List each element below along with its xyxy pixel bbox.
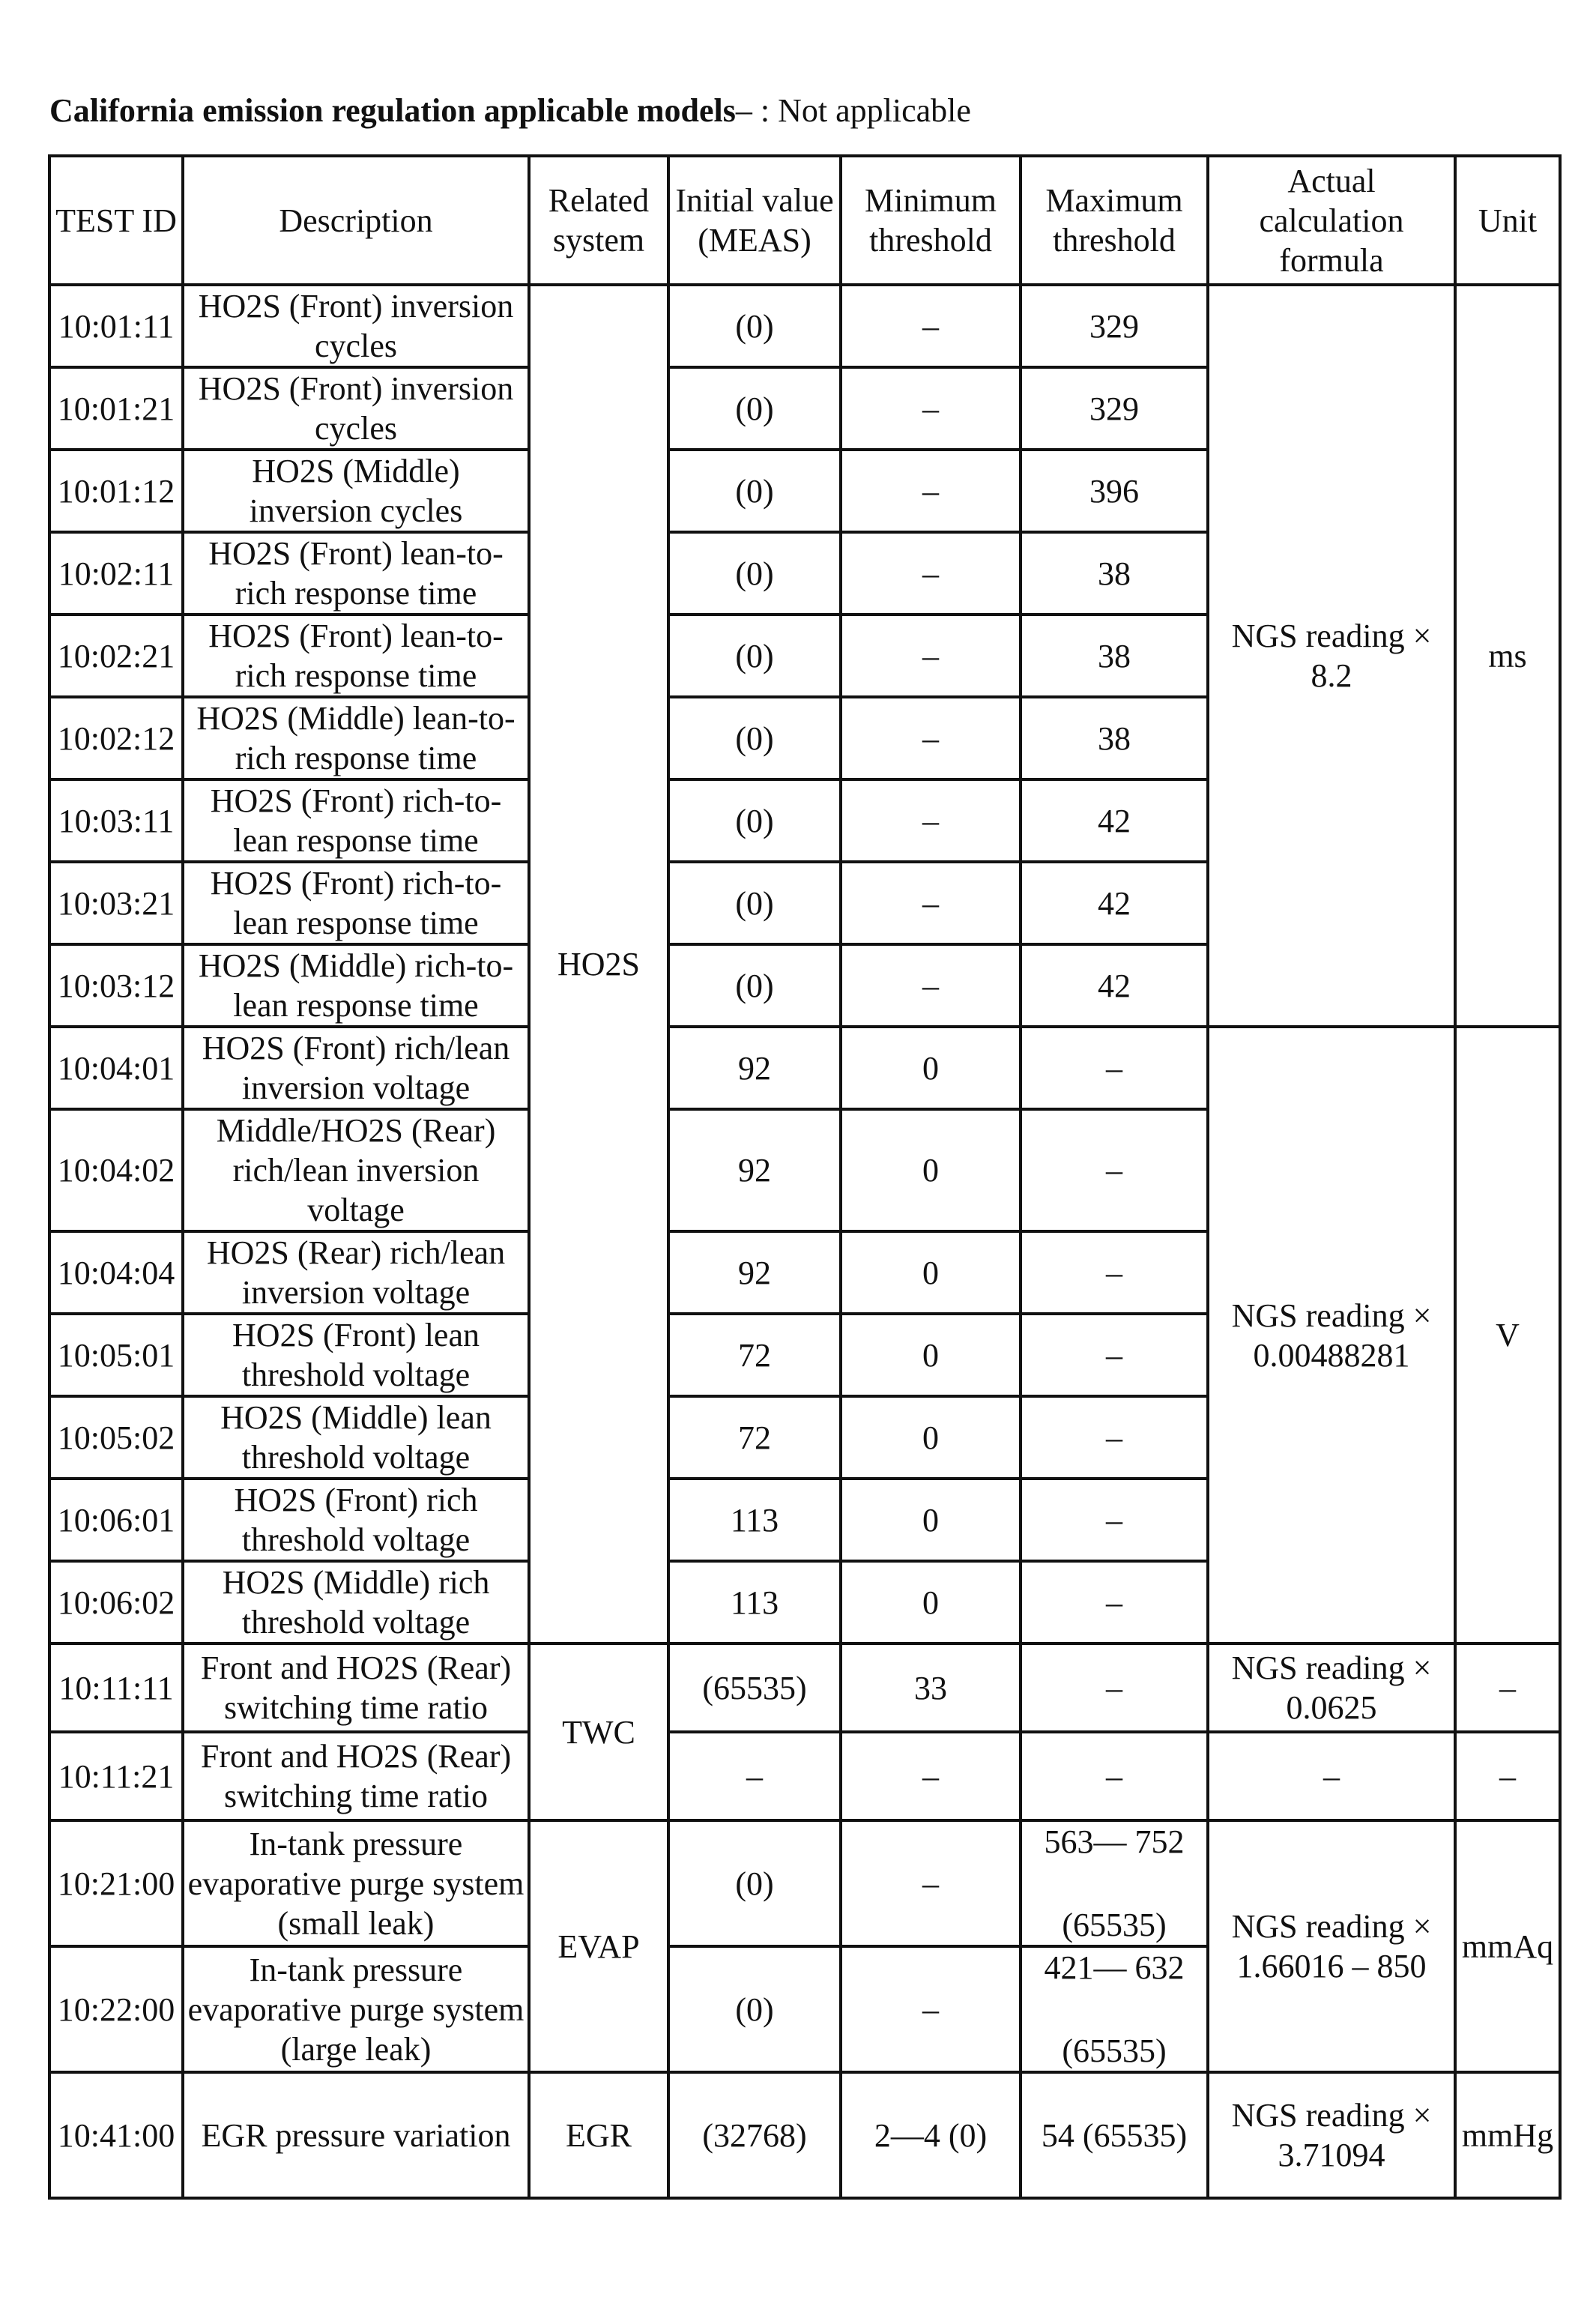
max-threshold-cell: – (1021, 1314, 1208, 1396)
description-cell: HO2S (Front) lean-to-rich response time (183, 532, 529, 615)
max-threshold-range: 563— 752 (1044, 1823, 1185, 1860)
initial-value-cell: (0) (668, 450, 841, 532)
caption-bold: California emission regulation applicable models (49, 92, 736, 129)
max-threshold-cell: 42 (1021, 862, 1208, 944)
initial-value-cell: 92 (668, 1027, 841, 1109)
description-cell: Front and HO2S (Rear) switching time ratio (183, 1732, 529, 1820)
caption-note: – : Not applicable (735, 92, 971, 129)
description-cell: HO2S (Middle) lean threshold voltage (183, 1396, 529, 1479)
initial-value-cell: (0) (668, 697, 841, 779)
max-threshold-cell: 38 (1021, 697, 1208, 779)
related-system-ho2s: HO2S (529, 285, 668, 1644)
test-id-cell: 10:04:04 (49, 1231, 183, 1314)
min-threshold-cell: 0 (841, 1109, 1021, 1231)
description-cell: In-tank pressure evaporative purge system (small leak) (183, 1820, 529, 1946)
initial-value-cell: – (668, 1732, 841, 1820)
min-threshold-cell: – (841, 285, 1021, 367)
initial-value-cell: (0) (668, 862, 841, 944)
max-threshold-cell: – (1021, 1109, 1208, 1231)
description-cell: HO2S (Front) rich-to-lean response time (183, 862, 529, 944)
test-id-cell: 10:05:02 (49, 1396, 183, 1479)
unit-cell: – (1455, 1732, 1560, 1820)
initial-value-cell: (0) (668, 779, 841, 862)
min-threshold-cell: – (841, 697, 1021, 779)
min-threshold-cell: – (841, 944, 1021, 1027)
test-id-cell: 10:01:21 (49, 367, 183, 450)
max-threshold-raw: (65535) (1062, 2032, 1167, 2069)
table-row (49, 285, 1560, 367)
test-id-cell: 10:02:12 (49, 697, 183, 779)
formula-cell: – (1208, 1732, 1455, 1820)
unit-cell: mmHg (1455, 2072, 1560, 2198)
description-cell: HO2S (Front) rich threshold voltage (183, 1479, 529, 1561)
min-threshold-cell: – (841, 532, 1021, 615)
initial-value-cell: 72 (668, 1396, 841, 1479)
initial-value-cell: 113 (668, 1479, 841, 1561)
min-threshold-cell: – (841, 1820, 1021, 1946)
test-id-cell: 10:11:21 (49, 1732, 183, 1820)
description-cell: HO2S (Middle) rich threshold voltage (183, 1561, 529, 1644)
min-threshold-cell: 0 (841, 1561, 1021, 1644)
initial-value-cell: (65535) (668, 1644, 841, 1732)
min-threshold-cell: – (841, 450, 1021, 532)
min-threshold-cell: 0 (841, 1027, 1021, 1109)
initial-value-cell: (32768) (668, 2072, 841, 2198)
formula-cell: NGS reading × 0.0625 (1208, 1644, 1455, 1732)
description-cell: HO2S (Front) rich/lean inversion voltage (183, 1027, 529, 1109)
description-cell: Middle/HO2S (Rear) rich/lean inversion voltage (183, 1109, 529, 1231)
min-threshold-cell: 0 (841, 1314, 1021, 1396)
header-min-threshold: Minimum threshold (841, 156, 1021, 285)
test-id-cell: 10:03:12 (49, 944, 183, 1027)
initial-value-cell: (0) (668, 532, 841, 615)
min-threshold-cell: – (841, 1732, 1021, 1820)
table-row (49, 2072, 1560, 2198)
max-threshold-cell: – (1021, 1027, 1208, 1109)
min-threshold-cell: 0 (841, 1396, 1021, 1479)
max-threshold-cell: 329 (1021, 367, 1208, 450)
min-threshold-cell: 0 (841, 1231, 1021, 1314)
table-row (49, 1644, 1560, 1732)
formula-voltage: NGS reading × 0.00488281 (1208, 1027, 1455, 1644)
header-description: Description (183, 156, 529, 285)
description-cell: HO2S (Rear) rich/lean inversion voltage (183, 1231, 529, 1314)
min-threshold-cell: – (841, 615, 1021, 697)
header-unit: Unit (1455, 156, 1560, 285)
max-threshold-cell: 329 (1021, 285, 1208, 367)
description-cell: HO2S (Middle) inversion cycles (183, 450, 529, 532)
unit-ms: ms (1455, 285, 1560, 1027)
table-caption (49, 88, 971, 133)
description-cell: HO2S (Front) inversion cycles (183, 367, 529, 450)
test-id-cell: 10:06:02 (49, 1561, 183, 1644)
max-threshold-raw: (65535) (1062, 1907, 1167, 1943)
max-threshold-cell (1021, 1820, 1208, 1946)
formula-ms: NGS reading × 8.2 (1208, 285, 1455, 1027)
description-cell: HO2S (Middle) lean-to-rich response time (183, 697, 529, 779)
test-id-table (48, 154, 1562, 2200)
test-id-cell: 10:06:01 (49, 1479, 183, 1561)
initial-value-cell: (0) (668, 1946, 841, 2072)
initial-value-cell: 92 (668, 1231, 841, 1314)
min-threshold-cell: – (841, 367, 1021, 450)
max-threshold-cell: 42 (1021, 944, 1208, 1027)
test-id-cell: 10:41:00 (49, 2072, 183, 2198)
min-threshold-cell: – (841, 1946, 1021, 2072)
max-threshold-cell: – (1021, 1561, 1208, 1644)
max-threshold-cell: 396 (1021, 450, 1208, 532)
description-cell: HO2S (Front) rich-to-lean response time (183, 779, 529, 862)
test-id-cell: 10:22:00 (49, 1946, 183, 2072)
max-threshold-cell: 38 (1021, 615, 1208, 697)
initial-value-cell: (0) (668, 367, 841, 450)
max-threshold-cell: – (1021, 1231, 1208, 1314)
test-id-cell: 10:11:11 (49, 1644, 183, 1732)
test-id-cell: 10:01:12 (49, 450, 183, 532)
related-system-evap: EVAP (529, 1820, 668, 2072)
min-threshold-cell: – (841, 779, 1021, 862)
header-row (49, 156, 1560, 285)
test-id-cell: 10:03:21 (49, 862, 183, 944)
test-id-cell: 10:04:01 (49, 1027, 183, 1109)
max-threshold-cell: – (1021, 1396, 1208, 1479)
test-id-cell: 10:03:11 (49, 779, 183, 862)
test-id-cell: 10:04:02 (49, 1109, 183, 1231)
initial-value-cell: 113 (668, 1561, 841, 1644)
description-cell: HO2S (Front) inversion cycles (183, 285, 529, 367)
description-cell: HO2S (Front) lean-to-rich response time (183, 615, 529, 697)
formula-cell: NGS reading × 3.71094 (1208, 2072, 1455, 2198)
initial-value-cell: (0) (668, 285, 841, 367)
min-threshold-cell: – (841, 862, 1021, 944)
test-id-cell: 10:21:00 (49, 1820, 183, 1946)
header-related-system: Related system (529, 156, 668, 285)
max-threshold-cell: – (1021, 1479, 1208, 1561)
table-row (49, 1027, 1560, 1109)
min-threshold-cell: 0 (841, 1479, 1021, 1561)
related-system-twc: TWC (529, 1644, 668, 1820)
header-initial-value: Initial value (MEAS) (668, 156, 841, 285)
formula-evap: NGS reading × 1.66016 – 850 (1208, 1820, 1455, 2072)
initial-value-cell: 72 (668, 1314, 841, 1396)
max-threshold-cell (1021, 1946, 1208, 2072)
header-test-id: TEST ID (49, 156, 183, 285)
description-cell: HO2S (Middle) rich-to-lean response time (183, 944, 529, 1027)
initial-value-cell: (0) (668, 615, 841, 697)
max-threshold-cell: 38 (1021, 532, 1208, 615)
unit-evap: mmAq (1455, 1820, 1560, 2072)
min-threshold-cell: 2—4 (0) (841, 2072, 1021, 2198)
test-id-cell: 10:02:21 (49, 615, 183, 697)
max-threshold-cell: 42 (1021, 779, 1208, 862)
max-threshold-cell: – (1021, 1732, 1208, 1820)
max-threshold-cell: – (1021, 1644, 1208, 1732)
description-cell: EGR pressure variation (183, 2072, 529, 2198)
table-row (49, 1732, 1560, 1820)
header-max-threshold: Maximum threshold (1021, 156, 1208, 285)
min-threshold-cell: 33 (841, 1644, 1021, 1732)
description-cell: Front and HO2S (Rear) switching time ratio (183, 1644, 529, 1732)
related-system-egr: EGR (529, 2072, 668, 2198)
initial-value-cell: (0) (668, 944, 841, 1027)
max-threshold-cell: 54 (65535) (1021, 2072, 1208, 2198)
test-id-cell: 10:02:11 (49, 532, 183, 615)
unit-cell: – (1455, 1644, 1560, 1732)
test-id-cell: 10:05:01 (49, 1314, 183, 1396)
test-id-cell: 10:01:11 (49, 285, 183, 367)
table-row (49, 1820, 1560, 1946)
max-threshold-range: 421— 632 (1044, 1949, 1185, 1986)
initial-value-cell: (0) (668, 1820, 841, 1946)
description-cell: In-tank pressure evaporative purge system (large leak) (183, 1946, 529, 2072)
unit-voltage: V (1455, 1027, 1560, 1644)
description-cell: HO2S (Front) lean threshold voltage (183, 1314, 529, 1396)
header-formula: Actual calculation formula (1208, 156, 1455, 285)
initial-value-cell: 92 (668, 1109, 841, 1231)
